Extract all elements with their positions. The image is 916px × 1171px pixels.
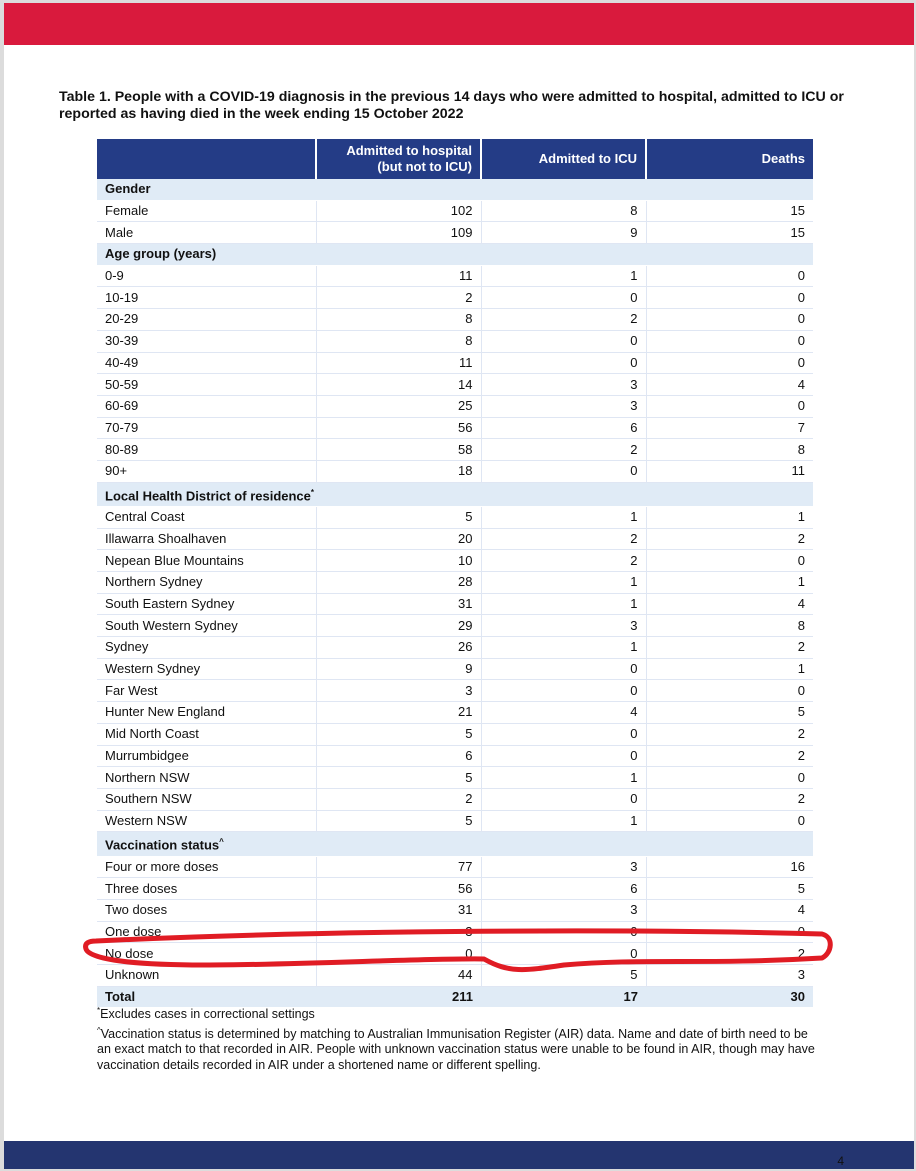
section-title: Gender [105,181,151,197]
table-body [97,179,813,1008]
table-row [97,506,813,528]
table-row [97,965,813,987]
cell-hospital: 18 [316,460,481,482]
cell-deaths: 1 [646,506,813,528]
table-row [97,352,813,374]
cell-hospital: 58 [316,439,481,461]
row-label: Northern NSW [97,767,316,789]
cell-icu: 0 [481,680,646,702]
cell-deaths: 0 [646,287,813,309]
cell-deaths: 0 [646,352,813,374]
cell-hospital: 9 [316,658,481,680]
row-label: 20-29 [97,309,316,331]
table-row [97,439,813,461]
row-label: 30-39 [97,330,316,352]
cell-deaths: 11 [646,460,813,482]
cell-hospital: 56 [316,417,481,439]
cell-deaths: 0 [646,680,813,702]
row-label: Illawarra Shoalhaven [97,528,316,550]
table-row [97,593,813,615]
table-row [97,200,813,222]
cell-icu: 3 [481,615,646,637]
row-label: Four or more doses [97,856,316,878]
header-icu: Admitted to ICU [481,139,646,179]
row-label: No dose [97,943,316,965]
total-hospital: 211 [316,986,481,1008]
table-row [97,309,813,331]
table-row [97,637,813,659]
footnote-correctional-text: Excludes cases in correctional settings [100,1007,315,1022]
table-row [97,460,813,482]
cell-hospital: 2 [316,287,481,309]
cell-deaths: 0 [646,309,813,331]
section-footnote-marker: * [310,487,315,497]
covid-admissions-table [97,139,813,1008]
row-label: Murrumbidgee [97,745,316,767]
cell-deaths: 2 [646,943,813,965]
section-row [97,244,813,266]
cell-icu: 2 [481,528,646,550]
cell-icu: 8 [481,200,646,222]
cell-hospital: 102 [316,200,481,222]
cell-deaths: 15 [646,222,813,244]
cell-hospital: 31 [316,593,481,615]
cell-deaths: 0 [646,767,813,789]
table-row [97,658,813,680]
cell-icu: 6 [481,878,646,900]
table-row [97,680,813,702]
cell-hospital: 5 [316,810,481,832]
page-number: 4 [837,1154,844,1168]
cell-icu: 0 [481,745,646,767]
cell-icu: 1 [481,265,646,287]
bottom-color-band [4,1141,914,1169]
cell-icu: 0 [481,723,646,745]
cell-hospital: 109 [316,222,481,244]
row-label: 70-79 [97,417,316,439]
row-label: One dose [97,921,316,943]
cell-hospital: 10 [316,550,481,572]
footnote-correctional [97,1003,817,1023]
table-row [97,287,813,309]
header-hospital [316,139,481,179]
row-label: Southern NSW [97,788,316,810]
cell-icu: 3 [481,395,646,417]
cell-deaths: 1 [646,658,813,680]
row-label: Male [97,222,316,244]
cell-hospital: 14 [316,374,481,396]
cell-hospital: 0 [316,943,481,965]
cell-deaths: 4 [646,899,813,921]
row-label: Western Sydney [97,658,316,680]
cell-deaths: 0 [646,265,813,287]
top-color-band [4,3,914,45]
row-label: 10-19 [97,287,316,309]
cell-hospital: 5 [316,723,481,745]
table-row [97,767,813,789]
cell-hospital: 3 [316,680,481,702]
cell-deaths: 0 [646,330,813,352]
header-hospital-line2: (but not to ICU) [377,159,472,174]
row-label: 40-49 [97,352,316,374]
section-row [97,832,813,856]
cell-deaths: 0 [646,550,813,572]
total-icu: 17 [481,986,646,1008]
table-caption: Table 1. People with a COVID-19 diagnosis in the previous 14 days who were admitted to hospital, admitted to ICU or reported as having died in the week ending 15 October 2022 [59,89,844,122]
row-label: Western NSW [97,810,316,832]
table-row [97,615,813,637]
table-row [97,702,813,724]
row-label: 60-69 [97,395,316,417]
row-label: 80-89 [97,439,316,461]
row-label: Northern Sydney [97,572,316,594]
cell-icu: 4 [481,702,646,724]
cell-deaths: 3 [646,965,813,987]
table-row [97,395,813,417]
cell-deaths: 2 [646,637,813,659]
cell-icu: 3 [481,374,646,396]
cell-icu: 1 [481,593,646,615]
table-header-row [97,139,813,179]
section-row [97,482,813,506]
cell-icu: 0 [481,330,646,352]
footnote-vaccination-text: Vaccination status is determined by matching to Australian Immunisation Register (AIR) data. Name and date of birth need to be an exact match to that recorded in AIR. People with unknown vaccination status were unable to be found in AIR, though may have vaccination details recorded in AIR under a shortened name or different spelling. [97,1026,815,1072]
row-label: Three doses [97,878,316,900]
cell-deaths: 15 [646,200,813,222]
cell-hospital: 29 [316,615,481,637]
header-deaths: Deaths [646,139,813,179]
row-label: Central Coast [97,506,316,528]
cell-hospital: 31 [316,899,481,921]
cell-icu: 0 [481,658,646,680]
cell-deaths: 0 [646,921,813,943]
row-label: South Western Sydney [97,615,316,637]
row-label: Nepean Blue Mountains [97,550,316,572]
cell-deaths: 2 [646,723,813,745]
cell-deaths: 7 [646,417,813,439]
cell-icu: 1 [481,810,646,832]
cell-deaths: 5 [646,702,813,724]
section-title-cell [97,179,813,200]
cell-deaths: 8 [646,615,813,637]
cell-icu: 1 [481,637,646,659]
cell-icu: 0 [481,352,646,374]
cell-deaths: 8 [646,439,813,461]
cell-hospital: 6 [316,745,481,767]
cell-hospital: 56 [316,878,481,900]
cell-hospital: 8 [316,330,481,352]
cell-hospital: 44 [316,965,481,987]
cell-hospital: 25 [316,395,481,417]
cell-icu: 1 [481,767,646,789]
row-label: Two doses [97,899,316,921]
row-label: Unknown [97,965,316,987]
cell-hospital: 77 [316,856,481,878]
cell-deaths: 2 [646,745,813,767]
cell-icu: 5 [481,965,646,987]
cell-icu: 2 [481,309,646,331]
table-row [97,921,813,943]
row-label: Far West [97,680,316,702]
section-title-cell [97,244,813,266]
table-row [97,788,813,810]
cell-icu: 9 [481,222,646,244]
cell-icu: 3 [481,856,646,878]
table-row [97,374,813,396]
cell-icu: 2 [481,439,646,461]
footnote-marker-asterisk: * [97,1006,101,1015]
cell-hospital: 8 [316,309,481,331]
row-label: Hunter New England [97,702,316,724]
section-title: Local Health District of residence [105,487,311,503]
cell-hospital: 5 [316,506,481,528]
cell-icu: 1 [481,572,646,594]
cell-icu: 0 [481,287,646,309]
section-title: Age group (years) [105,246,217,262]
table-row [97,528,813,550]
cell-deaths: 0 [646,810,813,832]
footnote-vaccination [97,1023,817,1074]
section-title: Vaccination status [105,837,220,853]
table-row [97,265,813,287]
header-hospital-line1: Admitted to hospital [346,143,472,158]
cell-hospital: 20 [316,528,481,550]
total-deaths: 30 [646,986,813,1008]
cell-deaths: 1 [646,572,813,594]
table-row [97,572,813,594]
cell-icu: 6 [481,417,646,439]
table-row [97,417,813,439]
table-row [97,899,813,921]
section-row [97,179,813,200]
row-label: 90+ [97,460,316,482]
cell-icu: 0 [481,921,646,943]
table-row [97,222,813,244]
row-label: 0-9 [97,265,316,287]
table-row [97,810,813,832]
total-label: Total [97,986,316,1008]
row-label: 50-59 [97,374,316,396]
section-title-cell [97,482,813,506]
table-row [97,745,813,767]
table-row [97,878,813,900]
row-label: South Eastern Sydney [97,593,316,615]
cell-hospital: 21 [316,702,481,724]
table-row [97,943,813,965]
table-row [97,550,813,572]
row-label: Sydney [97,637,316,659]
table-row [97,856,813,878]
cell-icu: 2 [481,550,646,572]
cell-deaths: 5 [646,878,813,900]
cell-icu: 0 [481,460,646,482]
cell-hospital: 11 [316,352,481,374]
section-footnote-marker: ^ [219,837,224,847]
section-title-cell [97,832,813,856]
row-label: Mid North Coast [97,723,316,745]
cell-hospital: 26 [316,637,481,659]
cell-hospital: 28 [316,572,481,594]
cell-icu: 0 [481,788,646,810]
cell-hospital: 3 [316,921,481,943]
cell-hospital: 11 [316,265,481,287]
cell-deaths: 4 [646,374,813,396]
cell-deaths: 2 [646,528,813,550]
row-label: Female [97,200,316,222]
cell-hospital: 2 [316,788,481,810]
footnote-marker-caret: ^ [97,1025,101,1035]
cell-icu: 1 [481,506,646,528]
table-row [97,723,813,745]
cell-icu: 0 [481,943,646,965]
header-category [97,139,316,179]
cell-deaths: 16 [646,856,813,878]
cell-deaths: 2 [646,788,813,810]
document-page [4,3,914,1169]
cell-hospital: 5 [316,767,481,789]
cell-deaths: 0 [646,395,813,417]
cell-icu: 3 [481,899,646,921]
cell-deaths: 4 [646,593,813,615]
footnotes [97,1003,817,1073]
table-row [97,330,813,352]
